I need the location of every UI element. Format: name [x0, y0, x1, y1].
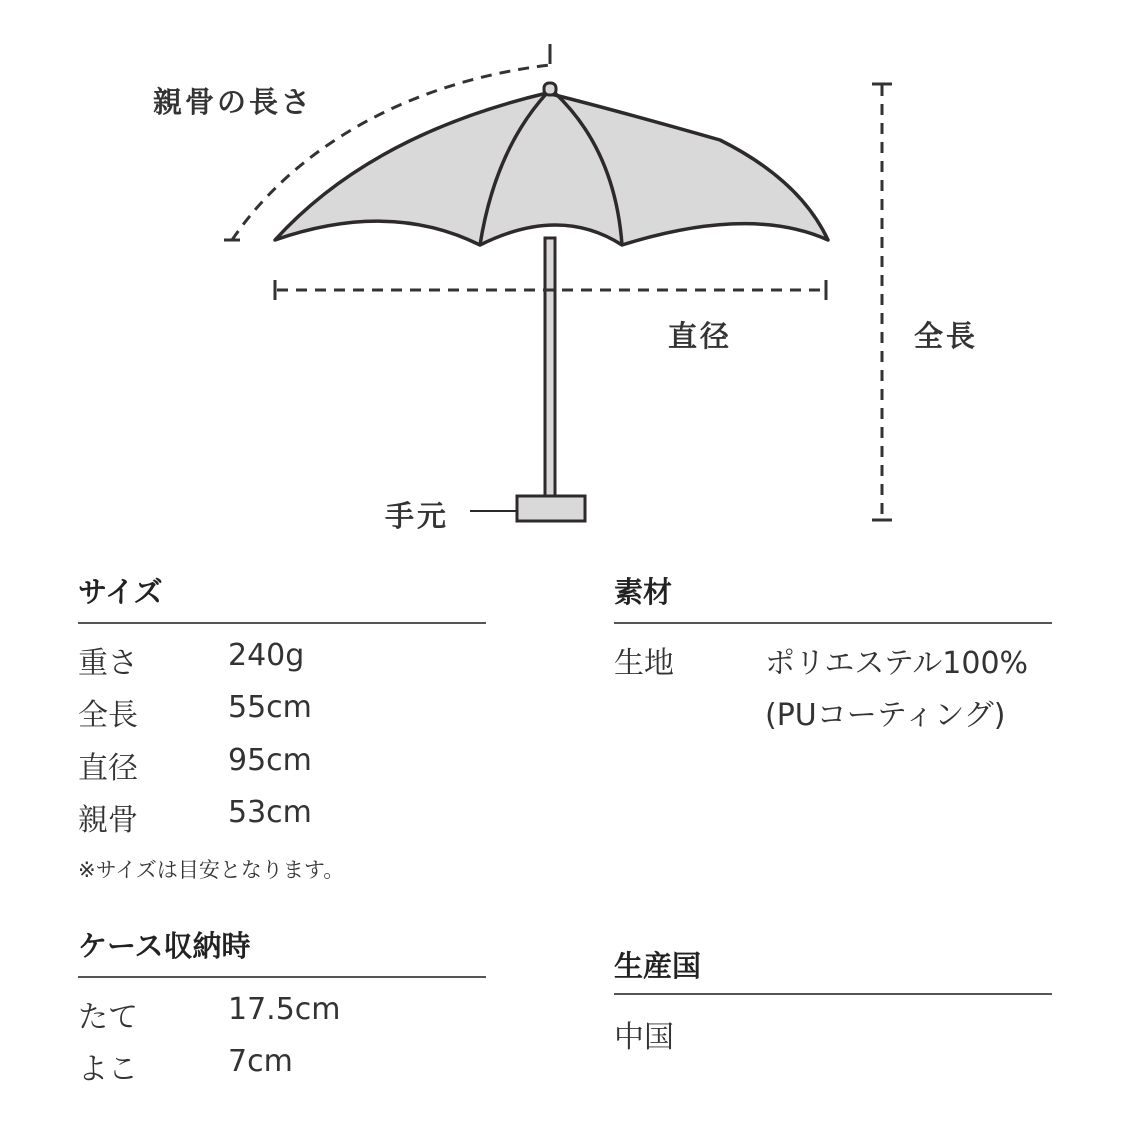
material-section-divider [614, 622, 1052, 624]
case-row-label-height: たて [78, 1000, 138, 1035]
size-note: ※サイズは目安となります。 [78, 858, 345, 882]
size-row-label-total-length: 全長 [78, 698, 138, 733]
case-section-divider [78, 976, 486, 978]
material-row-value-fabric-line1: ポリエステル100% [765, 646, 1029, 681]
size-row-value-weight: 240g [228, 638, 305, 673]
size-row-label-rib: 親骨 [78, 803, 138, 838]
material-row-label-fabric: 生地 [614, 646, 674, 681]
size-row-value-diameter: 95cm [228, 743, 312, 778]
size-row-label-weight: 重さ [78, 646, 138, 681]
case-section-title: ケース収納時 [78, 929, 251, 963]
origin-section-title: 生産国 [614, 949, 702, 983]
size-section-title: サイズ [78, 575, 163, 609]
umbrella-shaft [545, 238, 555, 496]
case-row-label-width: よこ [78, 1052, 138, 1087]
size-row-value-total-length: 55cm [228, 690, 312, 725]
umbrella-tip [544, 83, 556, 95]
umbrella-handle [517, 496, 585, 521]
umbrella-diagram [0, 0, 1125, 550]
rib-length-label: 親骨の長さ [153, 85, 314, 119]
origin-section-divider [614, 993, 1052, 995]
size-row-value-rib: 53cm [228, 795, 312, 830]
total-length-label: 全長 [914, 319, 979, 353]
material-row-value-fabric-line2: (PUコーティング) [765, 698, 1006, 733]
size-row-label-diameter: 直径 [78, 751, 138, 786]
case-row-value-height: 17.5cm [228, 992, 341, 1027]
size-section-divider [78, 622, 486, 624]
origin-value: 中国 [614, 1020, 674, 1055]
handle-label: 手元 [385, 499, 450, 533]
umbrella-canopy [275, 93, 828, 245]
material-section-title: 素材 [614, 575, 673, 609]
case-row-value-width: 7cm [228, 1044, 293, 1079]
diameter-label: 直径 [668, 319, 733, 353]
